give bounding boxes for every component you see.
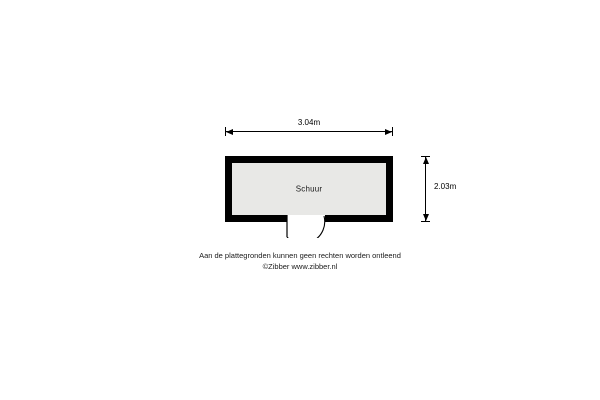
dimension-height-arrow-bottom-icon	[423, 214, 429, 221]
door-swing-icon	[286, 214, 326, 238]
dimension-height-rule	[425, 156, 426, 222]
footer-copyright: ©Zibber www.zibber.nl	[262, 262, 338, 271]
dimension-height-arrow-top-icon	[423, 157, 429, 164]
dimension-width-arrow-left-icon	[226, 129, 233, 135]
dimension-width-cap-right	[392, 127, 393, 136]
footer-disclaimer: Aan de plattegronden kunnen geen rechten worden ontleend	[199, 251, 401, 260]
dimension-width-arrow-right-icon	[385, 129, 392, 135]
room-schuur	[225, 156, 393, 222]
room-label: Schuur	[295, 184, 323, 194]
dimension-height-line	[425, 156, 427, 222]
dimension-height-label: 2.03m	[434, 182, 457, 191]
dimension-width-rule	[225, 131, 393, 132]
footer	[0, 250, 600, 272]
dimension-width-line	[225, 131, 393, 133]
dimension-height-cap-bottom	[421, 221, 430, 222]
dimension-width-label: 3.04m	[297, 118, 321, 127]
